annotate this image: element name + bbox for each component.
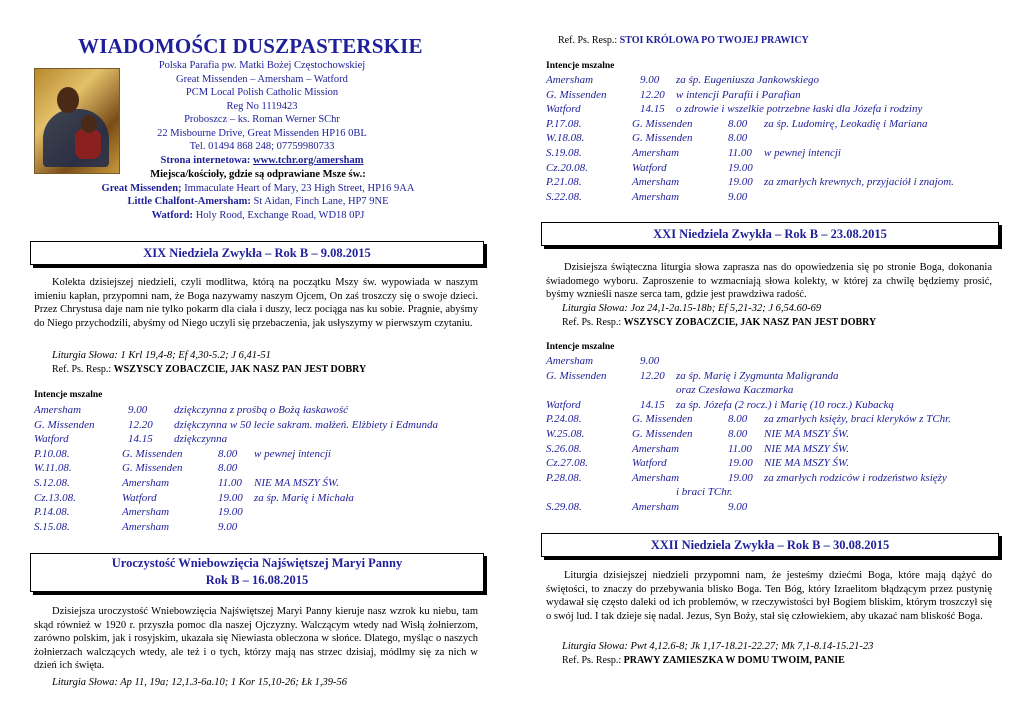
intention-col-a: S.29.08. [546, 500, 582, 513]
place-address: Holy Rood, Exchange Road, WD18 0PJ [193, 209, 365, 221]
intention-row [546, 73, 1006, 88]
website-line [122, 154, 402, 168]
intention-col-time: 19.00 [218, 491, 243, 504]
intention-text: za zmarłych krewnych, przyjaciół i znajom. [764, 176, 954, 189]
intention-col-time: 9.00 [728, 190, 748, 203]
intention-col-a: S.22.08. [546, 190, 582, 203]
places-block [30, 168, 486, 222]
intention-row [34, 476, 484, 491]
intention-row [546, 442, 1006, 457]
intention-col-time: 9.00 [218, 520, 238, 533]
intention-col-a: P.24.08. [546, 413, 582, 426]
intention-row [546, 398, 1006, 413]
intention-text: dziękczynna w 50 lecie sakram. małżeń. Elżbiety i Edmunda [174, 418, 438, 431]
parish-info [122, 59, 402, 167]
intention-text: i braci TChr. [676, 486, 733, 499]
intention-row [546, 88, 1006, 103]
intention-col-b: 9.00 [640, 74, 660, 86]
intention-col-time: 8.00 [728, 132, 748, 145]
place-name: Watford: [151, 209, 194, 221]
intention-col-time: 9.00 [728, 500, 748, 513]
intention-row [546, 471, 1006, 486]
intention-row [34, 418, 484, 433]
psalm-response-assumption: Ref. Ps. Resp.: STOI KRÓLOWA PO TWOJEJ PRAWICY [558, 35, 809, 46]
intention-row [546, 146, 1006, 161]
intention-col-b: Watford [632, 457, 667, 470]
intention-col-a: W.25.08. [546, 427, 585, 440]
intention-col-a: Amersham [34, 404, 82, 416]
psalm-response-xix: Ref. Ps. Resp.: WSZYSCY ZOBACZCIE, JAK NASZ PAN JEST DOBRY [52, 364, 367, 375]
intention-col-time: 19.00 [218, 506, 243, 519]
intention-row [546, 427, 1006, 442]
intention-col-time: 8.00 [218, 462, 238, 475]
intention-col-b: Amersham [632, 442, 680, 455]
intention-row [34, 461, 484, 476]
intention-col-time: 8.00 [218, 447, 238, 460]
intention-col-a: Amersham [546, 74, 594, 86]
header-line: Polska Parafia pw. Matki Bożej Częstochowskiej [158, 60, 366, 71]
place-address: St Aidan, Finch Lane, HP7 9NE [250, 196, 389, 207]
intention-row [34, 403, 484, 418]
place-address: Immaculate Heart of Mary, 23 High Street, HP16 9AA [181, 182, 415, 194]
intention-col-a: Watford [546, 103, 581, 116]
header-line: Great Missenden – Amersham – Watford [176, 73, 348, 85]
intention-col-a: W.18.08. [546, 132, 585, 145]
section-title-xxi: XXI Niedziela Zwykła – Rok B – 23.08.2015 [541, 222, 999, 246]
intention-row [546, 456, 1006, 471]
intention-col-a: S.12.08. [34, 476, 70, 489]
header-line: Tel. 01494 868 248; 07759980733 [189, 141, 335, 152]
intention-col-b: 14.15 [128, 433, 153, 446]
header-line: 22 Misbourne Drive, Great Missenden HP16 0BL [157, 127, 367, 139]
section-text-assumption: Dzisiejsza uroczystość Wniebowzięcia Najświętszej Maryi Panny kieruje nasz wzrok ku niebu, tam skąd również w 1920 r. przyszła pomoc dla naszej Ojczyzny. Walczącym wtedy nad Wisłą żołnierzom, zarówno polskim, jak i rosyjskim, ukazała się Niewiasta obleczona w słońce. Dlatego, myśląc o naszych żołnierzach walczących wtedy, ale też i o tych, którzy mają nas strzec dzisiaj, módlmy się za nich w dzień ich święta. [34, 606, 478, 672]
intention-col-b: 12.20 [640, 369, 665, 382]
intention-text: za zmarłych rodziców i rodzeństwo księży [764, 471, 947, 484]
intention-row [546, 161, 1006, 176]
intention-col-a: Watford [34, 433, 69, 446]
intention-row [34, 432, 484, 447]
section-title-xix: XIX Niedziela Zwykła – Rok B – 9.08.2015 [30, 241, 484, 265]
intention-text: NIE MA MSZY ŚW. [764, 442, 849, 455]
intention-col-a: G. Missenden [34, 418, 95, 431]
intention-col-time: 11.00 [728, 146, 752, 159]
intention-text: za śp. Eugeniusza Jankowskiego [676, 74, 819, 86]
intention-col-a: P.28.08. [546, 471, 582, 484]
intention-col-b: Watford [122, 491, 157, 504]
header-line: Proboszcz – ks. Roman Werner SChr [184, 114, 340, 125]
intention-row [546, 102, 1006, 117]
intention-text: za zmarłych księży, braci kleryków z TChr. [764, 413, 951, 426]
website-link[interactable]: www.tchr.org/amersham [253, 154, 364, 166]
intention-row [546, 500, 1006, 515]
intention-col-time: 11.00 [218, 476, 242, 489]
psalm-response-xxii: Ref. Ps. Resp.: PRAWY ZAMIESZKA W DOMU TWOIM, PANIE [562, 655, 845, 666]
intention-text: dziękczynna z prośbą o Bożą łaskawość [174, 404, 349, 416]
intention-col-b: 9.00 [128, 404, 148, 416]
intention-col-b: G. Missenden [632, 427, 693, 440]
readings-assumption: Liturgia Słowa: Ap 11, 19a; 12,1.3-6a.10; 1 Kor 15,10-26; Łk 1,39-56 [52, 677, 347, 688]
intention-col-a: G. Missenden [546, 369, 607, 382]
intention-row [34, 520, 484, 535]
website-label: Strona internetowa: [160, 154, 254, 166]
intention-col-b: G. Missenden [632, 132, 693, 145]
intention-col-time: 8.00 [728, 427, 748, 440]
intention-col-b: G. Missenden [632, 413, 693, 426]
intention-row [546, 117, 1006, 132]
places-title: Miejsca/kościoły, gdzie są odprawiane Msze św.: [150, 169, 366, 180]
page-title: WIADOMOŚCI DUSZPASTERSKIE [78, 34, 423, 58]
header-line: PCM Local Polish Catholic Mission [185, 87, 339, 98]
intention-col-time: 19.00 [728, 457, 753, 470]
intention-text: NIE MA MSZY ŚW. [254, 476, 339, 489]
intention-col-b: Amersham [632, 190, 680, 203]
intentions-table [546, 354, 1006, 515]
readings-xxi: Liturgia Słowa: Joz 24,1-2a.15-18b; Ef 5,21-32; J 6,54.60-69 [562, 303, 822, 314]
intention-text: za śp. Marię i Zygmunta Maligranda [676, 369, 839, 382]
readings-xix: Liturgia Słowa: 1 Krl 19,4-8; Ef 4,30-5.2; J 6,41-51 [52, 350, 271, 361]
intention-row [546, 190, 1006, 205]
intention-row [34, 447, 484, 462]
madonna-icon-image [34, 68, 120, 174]
intention-text: dziękczynna [174, 433, 228, 446]
intention-row [546, 175, 1006, 190]
intention-col-b: Amersham [632, 500, 680, 513]
intention-col-b: 12.20 [640, 88, 665, 101]
intention-col-a: Cz.13.08. [34, 491, 76, 504]
section-title-assumption: Uroczystość Wniebowzięcia Najświętszej Maryi Panny Rok B – 16.08.2015 [30, 553, 484, 592]
intention-col-a: Watford [546, 398, 581, 411]
intention-row [546, 485, 1006, 500]
intention-text: w pewnej intencji [254, 447, 331, 460]
section-text-xxi: Dzisiejsza świąteczna liturgia słowa zaprasza nas do opowiedzenia się po stronie Boga, dokonania świadomego wyboru. Zaproszenie to wzmacniają słowa kolekty, w której za chwilę będziemy prosić, byśmy wznieśli nasze serca tam, gdzie jest prawdziwa radość. [546, 262, 992, 301]
intention-col-a: P.10.08. [34, 447, 70, 460]
intention-col-time: 8.00 [728, 413, 748, 426]
intention-row [546, 412, 1006, 427]
intention-text: NIE MA MSZY ŚW. [764, 427, 849, 440]
intention-row [546, 383, 1006, 398]
intention-col-b: Watford [632, 161, 667, 174]
intention-col-time: 8.00 [728, 117, 748, 130]
intentions-table [34, 403, 484, 534]
intention-col-a: Amersham [546, 355, 594, 367]
intention-text: o zdrowie i wszelkie potrzebne łaski dla Józefa i rodziny [676, 103, 923, 116]
header-line: Reg No 1119423 [226, 100, 298, 112]
intention-col-time: 19.00 [728, 471, 753, 484]
intention-col-b: Amersham [632, 471, 680, 484]
intention-row [34, 491, 484, 506]
intention-col-b: 14.15 [640, 103, 665, 116]
intention-col-a: P.14.08. [34, 506, 70, 519]
intention-col-time: 19.00 [728, 176, 753, 189]
place-name: Great Missenden; [101, 182, 182, 194]
intention-col-time: 11.00 [728, 442, 752, 455]
intention-col-a: S.15.08. [34, 520, 70, 533]
psalm-response-xxi: Ref. Ps. Resp.: WSZYSCY ZOBACZCIE, JAK NASZ PAN JEST DOBRY [562, 317, 877, 328]
intention-text: za śp. Ludomirę, Leokadię i Mariana [764, 117, 928, 130]
intention-col-b: 12.20 [128, 418, 153, 431]
intention-col-a: W.11.08. [34, 462, 72, 475]
intentions-table [546, 73, 1006, 204]
intention-col-a: P.21.08. [546, 176, 582, 189]
intention-col-time: 19.00 [728, 161, 753, 174]
intention-row [34, 505, 484, 520]
place-name: Little Chalfont-Amersham: [127, 196, 251, 207]
intention-col-a: Cz.27.08. [546, 457, 588, 470]
intentions-label: Intencje mszalne [546, 342, 615, 352]
intention-col-b: G. Missenden [122, 447, 183, 460]
intention-row [546, 369, 1006, 384]
section-title-xxii: XXII Niedziela Zwykła – Rok B – 30.08.2015 [541, 533, 999, 557]
intention-col-b: Amersham [632, 146, 680, 159]
intention-col-b: Amersham [122, 506, 170, 519]
intention-col-b: 14.15 [640, 398, 665, 411]
intention-col-b: G. Missenden [122, 462, 183, 475]
intention-col-a: S.26.08. [546, 442, 582, 455]
intentions-label: Intencje mszalne [546, 61, 615, 71]
intention-col-b: 9.00 [640, 355, 660, 367]
intention-col-a: G. Missenden [546, 88, 607, 101]
intention-row [546, 131, 1006, 146]
intention-col-a: P.17.08. [546, 117, 582, 130]
intention-col-b: Amersham [122, 476, 170, 489]
intention-text: za śp. Marię i Michała [254, 491, 354, 504]
intention-col-b: Amersham [632, 176, 680, 189]
intention-col-a: Cz.20.08. [546, 161, 588, 174]
intention-col-a: S.19.08. [546, 146, 582, 159]
intention-text: NIE MA MSZY ŚW. [764, 457, 849, 470]
intention-text: w intencji Parafii i Parafian [676, 88, 801, 101]
intentions-label: Intencje mszalne [34, 390, 103, 400]
intention-col-b: G. Missenden [632, 117, 693, 130]
intention-text: oraz Czesława Kaczmarka [676, 384, 794, 397]
intention-row [546, 354, 1006, 369]
section-text-xxii: Liturgia dzisiejszej niedzieli przypomni nam, że jesteśmy dziećmi Boga, które mają dążyć do świętości, to znaczy do przebywania blisko Boga. Ten Bóg, który Izraelitom błądzącym przez pustynię wydawał się często daleki od ich problemów, w rzeczywistości był Bogiem bliskim, którym troszczył się o swój lud. I tak dzieje się nadal. Jezus, Syn Boży, stał się człowiekiem, aby ukazać nam bliskość Boga. [546, 570, 992, 622]
intention-text: za śp. Józefa (2 rocz.) i Marię (10 rocz.) Kubacką [676, 398, 894, 411]
intention-text: w pewnej intencji [764, 146, 841, 159]
readings-xxii: Liturgia Słowa: Pwt 4,12.6-8; Jk 1,17-18.21-22.27; Mk 7,1-8.14-15.21-23 [562, 641, 874, 652]
intention-col-b: Amersham [122, 520, 170, 533]
section-text-xix: Kolekta dzisiejszej niedzieli, czyli modlitwa, którą na początku Mszy św. wypowiada w naszym imieniu kapłan, przypomni nam, że Boga nazywamy naszym Ojcem, On zaś troszczy się o swoje dzieci. Przez Chrystusa daje nam nie tylko pokarm dla ciała i duszy, lecz pociąga nas ku sobie. Pragnie, abyśmy do Niego przychodzili, abyśmy od Niego uczyli się przebaczenia, jak usłyszymy w pierwszym czytaniu. [34, 277, 478, 329]
